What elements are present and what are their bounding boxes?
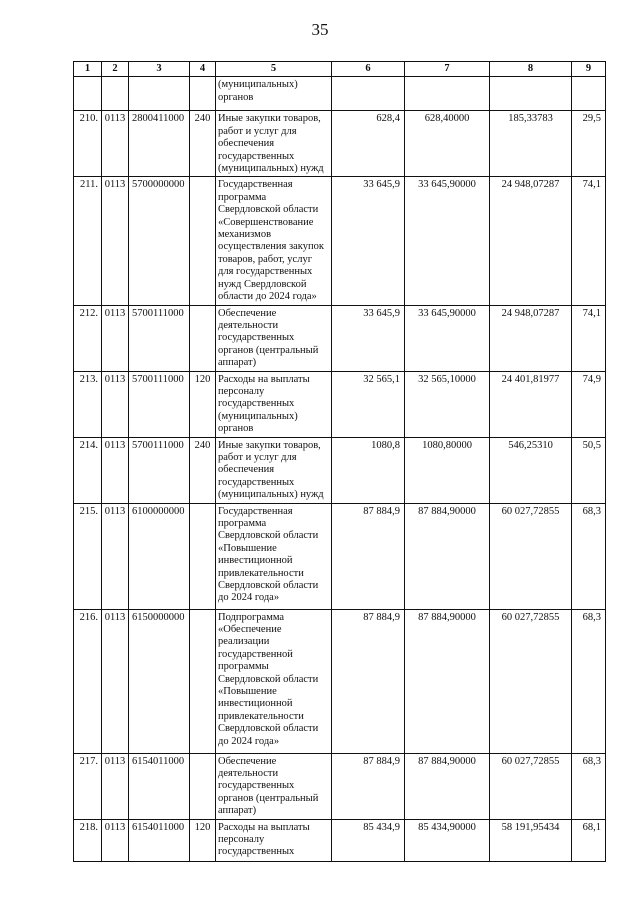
- expense-name: Обеспечение деятельности государственных органов (центральный аппарат): [216, 305, 332, 371]
- refined-amount: 33 645,90000: [405, 177, 490, 305]
- planned-amount: 1080,8: [332, 437, 405, 503]
- column-header-2: 2: [102, 62, 129, 77]
- page-number: 35: [311, 20, 329, 39]
- budget-table-container: [73, 61, 605, 862]
- expense-name: Государственная программа Свердловской области «Повышение инвестиционной привлекательности Свердловской области до 2024 года»: [216, 503, 332, 609]
- planned-amount: 87 884,9: [332, 609, 405, 753]
- refined-amount: 87 884,90000: [405, 503, 490, 609]
- target-article-code: 5700111000: [129, 437, 190, 503]
- section-code: 0113: [102, 305, 129, 371]
- executed-amount: 546,25310: [490, 437, 572, 503]
- table-row: [74, 111, 606, 177]
- executed-amount: 185,33783: [490, 111, 572, 177]
- execution-percent: 68,1: [572, 819, 606, 861]
- planned-amount: [332, 77, 405, 111]
- column-header-6: 6: [332, 62, 405, 77]
- expense-name: Обеспечение деятельности государственных органов (центральный аппарат): [216, 753, 332, 819]
- target-article-code: 6154011000: [129, 819, 190, 861]
- target-article-code: 5700111000: [129, 371, 190, 437]
- row-index: 210.: [74, 111, 102, 177]
- expense-name: Иные закупки товаров, работ и услуг для обеспечения государственных (муниципальных) нужд: [216, 437, 332, 503]
- row-index: 212.: [74, 305, 102, 371]
- row-index: 214.: [74, 437, 102, 503]
- expense-name: Расходы на выплаты персоналу государственных: [216, 819, 332, 861]
- refined-amount: 87 884,90000: [405, 609, 490, 753]
- execution-percent: 74,9: [572, 371, 606, 437]
- planned-amount: 33 645,9: [332, 177, 405, 305]
- planned-amount: 87 884,9: [332, 753, 405, 819]
- section-code: 0113: [102, 753, 129, 819]
- executed-amount: 60 027,72855: [490, 503, 572, 609]
- executed-amount: 58 191,95434: [490, 819, 572, 861]
- executed-amount: 24 948,07287: [490, 305, 572, 371]
- execution-percent: 74,1: [572, 177, 606, 305]
- planned-amount: 628,4: [332, 111, 405, 177]
- row-index: [74, 77, 102, 111]
- executed-amount: 60 027,72855: [490, 753, 572, 819]
- column-header-9: 9: [572, 62, 606, 77]
- expense-name: Расходы на выплаты персоналу государственных (муниципальных) органов: [216, 371, 332, 437]
- execution-percent: 74,1: [572, 305, 606, 371]
- expense-type-code: [190, 77, 216, 111]
- section-code: [102, 77, 129, 111]
- row-index: 213.: [74, 371, 102, 437]
- table-row: [74, 177, 606, 305]
- executed-amount: [490, 77, 572, 111]
- planned-amount: 32 565,1: [332, 371, 405, 437]
- expense-type-code: [190, 503, 216, 609]
- column-header-5: 5: [216, 62, 332, 77]
- table-row: [74, 371, 606, 437]
- table-row: [74, 819, 606, 861]
- row-index: 211.: [74, 177, 102, 305]
- refined-amount: 32 565,10000: [405, 371, 490, 437]
- expense-type-code: [190, 753, 216, 819]
- planned-amount: 33 645,9: [332, 305, 405, 371]
- executed-amount: 60 027,72855: [490, 609, 572, 753]
- refined-amount: 85 434,90000: [405, 819, 490, 861]
- target-article-code: 6154011000: [129, 753, 190, 819]
- target-article-code: 5700111000: [129, 305, 190, 371]
- row-index: 216.: [74, 609, 102, 753]
- section-code: 0113: [102, 177, 129, 305]
- table-row: [74, 753, 606, 819]
- table-row: [74, 503, 606, 609]
- table-row: [74, 305, 606, 371]
- expense-type-code: 120: [190, 371, 216, 437]
- execution-percent: [572, 77, 606, 111]
- target-article-code: 6150000000: [129, 609, 190, 753]
- expense-type-code: [190, 609, 216, 753]
- table-body: [74, 77, 606, 861]
- execution-percent: 50,5: [572, 437, 606, 503]
- target-article-code: 5700000000: [129, 177, 190, 305]
- expense-type-code: 240: [190, 437, 216, 503]
- expense-type-code: [190, 305, 216, 371]
- refined-amount: 1080,80000: [405, 437, 490, 503]
- row-index: 218.: [74, 819, 102, 861]
- target-article-code: 6100000000: [129, 503, 190, 609]
- execution-percent: 29,5: [572, 111, 606, 177]
- refined-amount: 87 884,90000: [405, 753, 490, 819]
- column-header-8: 8: [490, 62, 572, 77]
- executed-amount: 24 401,81977: [490, 371, 572, 437]
- refined-amount: [405, 77, 490, 111]
- column-header-3: 3: [129, 62, 190, 77]
- expense-name: (муниципальных) органов: [216, 77, 332, 111]
- table-row: [74, 437, 606, 503]
- planned-amount: 87 884,9: [332, 503, 405, 609]
- section-code: 0113: [102, 609, 129, 753]
- section-code: 0113: [102, 819, 129, 861]
- expense-type-code: [190, 177, 216, 305]
- execution-percent: 68,3: [572, 503, 606, 609]
- budget-table: [73, 61, 606, 862]
- section-code: 0113: [102, 437, 129, 503]
- section-code: 0113: [102, 111, 129, 177]
- column-header-4: 4: [190, 62, 216, 77]
- target-article-code: 2800411000: [129, 111, 190, 177]
- expense-name: Подпрограмма «Обеспечение реализации государственной программы Свердловской области «Повышение инвестиционной привлекательности Свердловской области до 2024 года»: [216, 609, 332, 753]
- refined-amount: 628,40000: [405, 111, 490, 177]
- section-code: 0113: [102, 371, 129, 437]
- table-row: [74, 77, 606, 111]
- expense-name: Иные закупки товаров, работ и услуг для обеспечения государственных (муниципальных) нужд: [216, 111, 332, 177]
- target-article-code: [129, 77, 190, 111]
- execution-percent: 68,3: [572, 753, 606, 819]
- expense-type-code: 240: [190, 111, 216, 177]
- section-code: 0113: [102, 503, 129, 609]
- row-index: 217.: [74, 753, 102, 819]
- table-row: [74, 609, 606, 753]
- expense-name: Государственная программа Свердловской области «Совершенствование механизмов осуществления закупок товаров, работ, услуг для государственных нужд Свердловской области до 2024 года»: [216, 177, 332, 305]
- expense-type-code: 120: [190, 819, 216, 861]
- execution-percent: 68,3: [572, 609, 606, 753]
- column-header-7: 7: [405, 62, 490, 77]
- row-index: 215.: [74, 503, 102, 609]
- planned-amount: 85 434,9: [332, 819, 405, 861]
- header-row: [74, 62, 606, 77]
- column-header-1: 1: [74, 62, 102, 77]
- executed-amount: 24 948,07287: [490, 177, 572, 305]
- refined-amount: 33 645,90000: [405, 305, 490, 371]
